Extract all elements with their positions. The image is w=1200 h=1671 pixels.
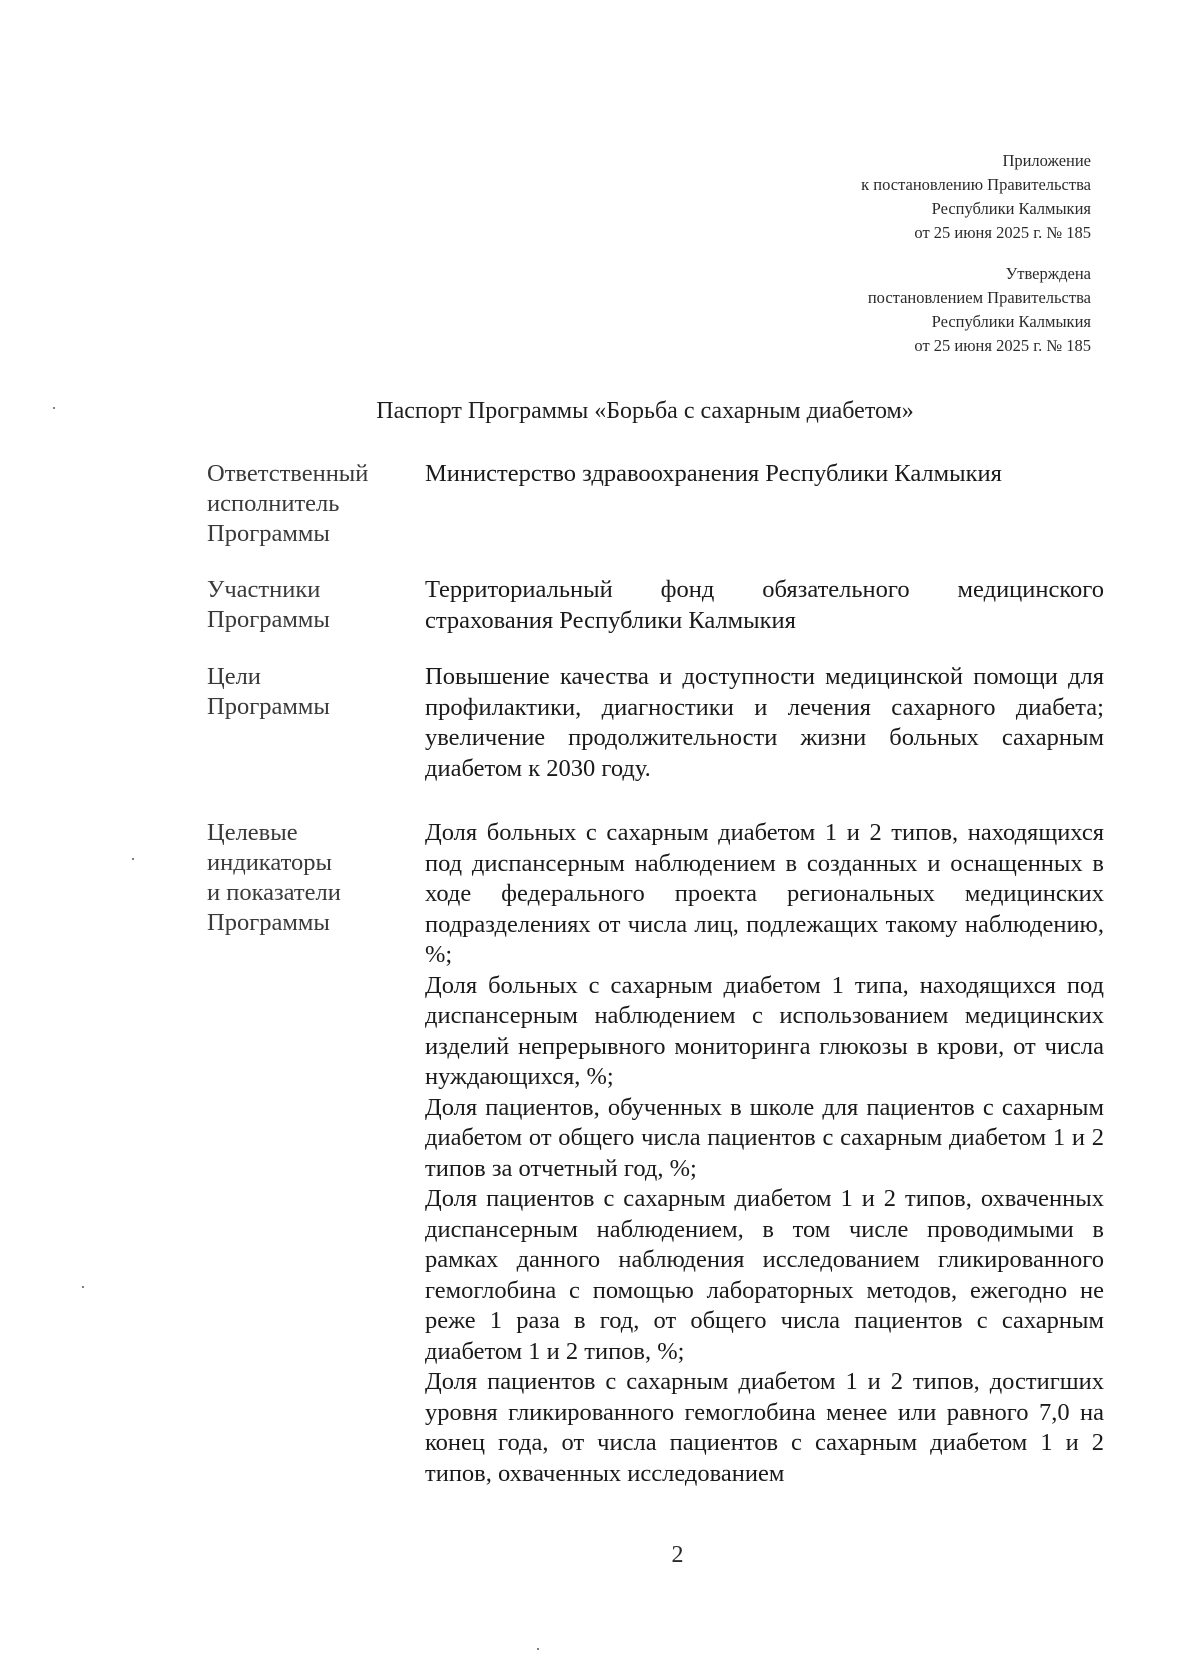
approved-line: от 25 июня 2025 г. № 185: [914, 336, 1091, 355]
participants-value: Территориальный фонд обязательного медицинского страхования Республики Калмыкия: [425, 576, 1104, 634]
document-title: Паспорт Программы «Борьба с сахарным диабетом»: [376, 398, 914, 424]
goals-value: Повышение качества и доступности медицинской помощи для профилактики, диагностики и лечения сахарного диабета; увеличение продолжительности жизни больных сахарным диабетом к 2030 году.: [425, 663, 1104, 782]
passport-row-goals: [207, 662, 1104, 784]
label-line: исполнитель: [207, 490, 340, 517]
indicator-paragraph: Доля больных с сахарным диабетом 1 и 2 типов, находящихся под диспансерным наблюдением в созданных и оснащенных в ходе федерального проекта региональных медицинских подразделениях от числа лиц, подлежащих такому наблюдению, %;: [425, 819, 1104, 968]
scan-speck: [53, 407, 55, 409]
label-line: Цели: [207, 663, 261, 690]
passport-row-indicators: [207, 818, 1104, 1489]
label-line: Ответственный: [207, 460, 369, 487]
passport-value: [425, 818, 1104, 1489]
passport-value: [425, 575, 1104, 636]
passport-value: [425, 662, 1104, 784]
label-line: Программы: [207, 520, 330, 547]
label-line: Участники: [207, 576, 321, 603]
passport-label: [207, 459, 425, 549]
approved-line: Республики Калмыкия: [931, 312, 1091, 331]
indicator-paragraph: Доля пациентов с сахарным диабетом 1 и 2 типов, охваченных диспансерным наблюдением, в том числе проводимыми в рамках данного наблюдения исследованием гликированного гемоглобина с помощью лабораторных методов, ежегодно не реже 1 раза в год, от общего числа пациентов с сахарным диабетом 1 и 2 типов, %;: [425, 1185, 1104, 1365]
approved-line: Утверждена: [1005, 264, 1091, 283]
appendix-line: от 25 июня 2025 г. № 185: [914, 223, 1091, 242]
executor-value: Министерство здравоохранения Республики Калмыкия: [425, 460, 1002, 487]
passport-label: [207, 662, 425, 722]
approved-line: постановлением Правительства: [867, 288, 1091, 307]
label-line: Программы: [207, 693, 330, 720]
label-line: индикаторы: [207, 849, 332, 876]
appendix-line: Республики Калмыкия: [931, 199, 1091, 218]
appendix-line: Приложение: [1002, 151, 1091, 170]
indicator-paragraph: Доля пациентов, обученных в школе для пациентов с сахарным диабетом от общего числа пациентов с сахарным диабетом 1 и 2 типов за отчетный год, %;: [425, 1093, 1104, 1182]
scan-speck: [132, 858, 134, 860]
scan-speck: [537, 1648, 539, 1650]
label-line: Целевые: [207, 819, 298, 846]
label-line: Программы: [207, 606, 330, 633]
passport-row-participants: [207, 575, 1104, 636]
approved-header: [868, 262, 1091, 358]
scan-speck: [82, 1286, 84, 1288]
appendix-line: к постановлению Правительства: [861, 175, 1091, 194]
indicator-paragraph: Доля пациентов с сахарным диабетом 1 и 2 типов, достигших уровня гликированного гемоглобина менее или равного 7,0 на конец года, от числа пациентов с сахарным диабетом 1 и 2 типов, охваченных исследованием: [425, 1368, 1104, 1487]
appendix-header: [861, 149, 1091, 245]
passport-row-executor: [207, 459, 1104, 549]
program-passport: [207, 459, 1104, 1489]
page-number: 2: [671, 1542, 684, 1568]
passport-value: [425, 459, 1104, 490]
indicator-paragraph: Доля больных с сахарным диабетом 1 типа, находящихся под диспансерным наблюдением с использованием медицинских изделий непрерывного мониторинга глюкозы в крови, от числа нуждающихся, %;: [425, 971, 1104, 1090]
passport-label: [207, 818, 425, 938]
label-line: и показатели: [207, 879, 341, 906]
passport-label: [207, 575, 425, 635]
label-line: Программы: [207, 909, 330, 936]
